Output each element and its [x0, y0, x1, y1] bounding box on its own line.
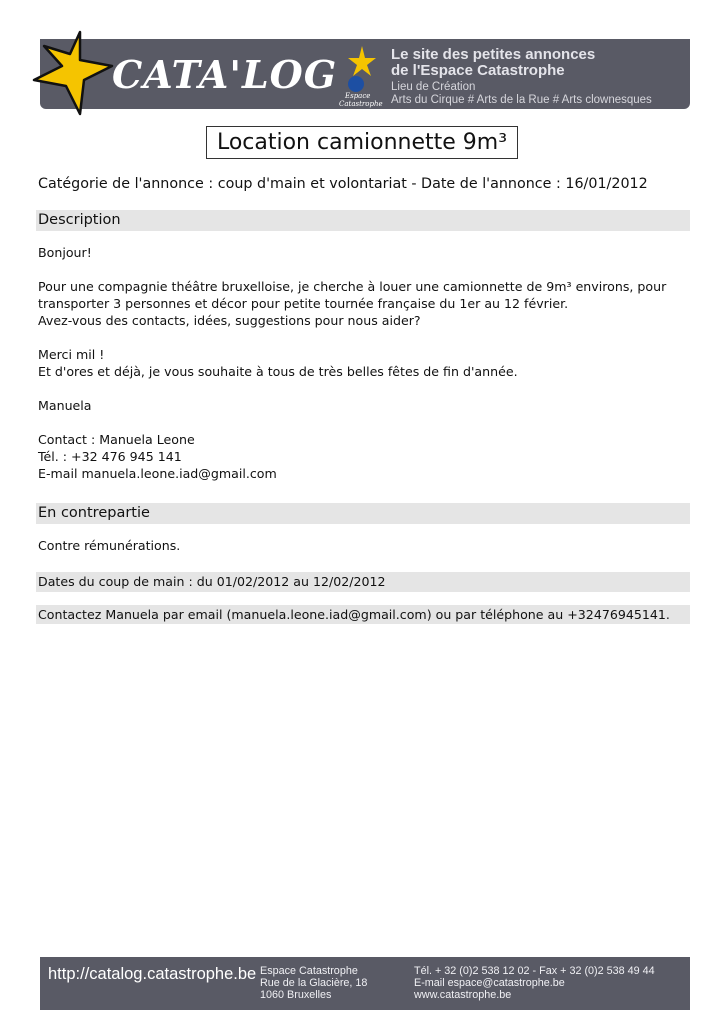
- site-footer: [40, 957, 690, 1010]
- footer-address: [260, 965, 367, 1001]
- small-logo-line1: Espace: [345, 92, 371, 100]
- signature: Manuela: [38, 398, 92, 413]
- subtitle-line-2: Arts du Cirque # Arts de la Rue # Arts clownesques: [391, 94, 652, 106]
- subtitle-line-1: Lieu de Création: [391, 81, 476, 93]
- site-subtitle: [391, 81, 652, 107]
- tagline-line-1: Le site des petites annonces: [391, 46, 596, 63]
- address-line: Rue de la Glacière, 18: [260, 977, 368, 989]
- dates-bar: Dates du coup de main : du 01/02/2012 au 12/02/2012: [36, 572, 690, 592]
- footer-website-link[interactable]: www.catastrophe.be: [414, 989, 512, 1001]
- paragraph-line: Pour une compagnie théâtre bruxelloise, je cherche à louer une camionnette de 9m³ environs, pour: [38, 279, 667, 294]
- contact-bar: Contactez Manuela par email (manuela.leone.iad@gmail.com) ou par téléphone au +32476945141.: [36, 605, 690, 624]
- ad-meta: Catégorie de l'annonce : coup d'main et volontariat - Date de l'annonce : 16/01/2012: [38, 176, 648, 192]
- counterpart-heading: En contrepartie: [36, 503, 690, 524]
- footer-phone-fax: Tél. + 32 (0)2 538 12 02 - Fax + 32 (0)2 538 49 44: [414, 965, 655, 977]
- paragraph-line: Merci mil !: [38, 347, 105, 362]
- small-logo-caption: [339, 92, 383, 108]
- site-tagline: [391, 47, 595, 79]
- star-logo-icon: [30, 30, 114, 116]
- contact-email: E-mail manuela.leone.iad@gmail.com: [38, 466, 277, 481]
- contact-phone: Tél. : +32 476 945 141: [38, 449, 182, 464]
- small-logo-line2: Catastrophe: [339, 100, 383, 108]
- paragraph-line: Et d'ores et déjà, je vous souhaite à tous de très belles fêtes de fin d'année.: [38, 364, 518, 379]
- tagline-line-2: de l'Espace Catastrophe: [391, 62, 565, 79]
- ad-title: Location camionnette 9m³: [206, 126, 518, 159]
- paragraph-line: Avez-vous des contacts, idées, suggestions pour nous aider?: [38, 313, 421, 328]
- contact-name: Contact : Manuela Leone: [38, 432, 195, 447]
- address-line: Espace Catastrophe: [260, 965, 358, 977]
- counterpart-text: Contre rémunérations.: [38, 538, 181, 553]
- description-body: [38, 244, 666, 482]
- footer-email-link[interactable]: E-mail espace@catastrophe.be: [414, 977, 565, 989]
- site-logo-text[interactable]: CATA'LOG: [112, 52, 338, 97]
- footer-url-link[interactable]: http://catalog.catastrophe.be: [48, 965, 257, 983]
- paragraph-line: transporter 3 personnes et décor pour petite tournée française du 1er au 12 février.: [38, 296, 569, 311]
- greeting: Bonjour!: [38, 245, 92, 260]
- address-line: 1060 Bruxelles: [260, 989, 332, 1001]
- description-heading: Description: [36, 210, 690, 231]
- footer-contact: [414, 965, 655, 1001]
